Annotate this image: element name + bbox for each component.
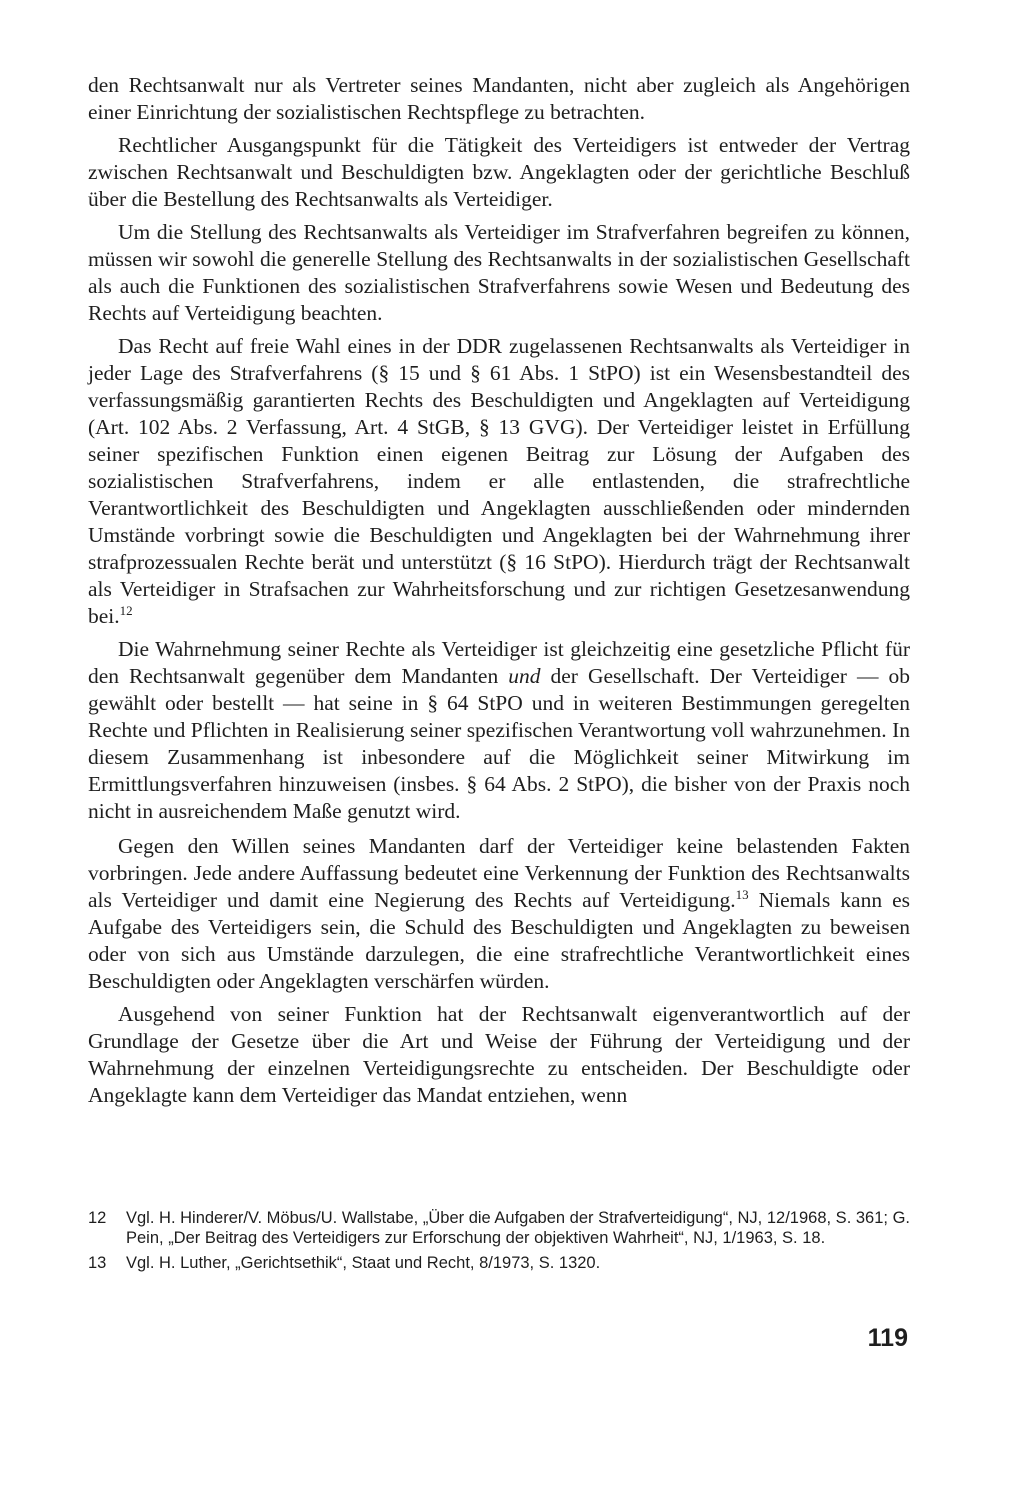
paragraph-4 — [88, 333, 910, 630]
footnote-12 — [88, 1208, 910, 1248]
page-body — [88, 72, 910, 1115]
paragraph-6-text-a: Gegen den Willen seines Mandanten darf der Verteidiger keine belastenden Fakten vorbringen. Jede andere Auffassung bedeutet eine Verkennung der Funktion des Rechtsanwalts als Verteidiger und damit eine Negierung des Rechts auf Verteidigung. — [88, 834, 910, 912]
paragraph-3: Um die Stellung des Rechtsanwalts als Verteidiger im Strafverfahren begreifen zu können, müssen wir sowohl die generelle Stellung des Rechtsanwalts in der sozialistischen Gesellschaft als auch die Funktionen des sozialistischen Strafverfahrens sowie Wesen und Bedeutung des Rechts auf Verteidigung beachten. — [88, 220, 910, 325]
footnote-number: 12 — [88, 1209, 107, 1227]
paragraph-5-text-a: Die Wahrnehmung seiner Rechte als Verteidiger ist gleichzeitig eine gesetzliche Pflicht für den Rechtsanwalt gegenüber dem Mandanten — [88, 637, 910, 688]
footnote-number: 13 — [88, 1254, 107, 1272]
paragraph-2: Rechtlicher Ausgangspunkt für die Tätigkeit des Verteidigers ist entweder der Vertrag zwischen Rechtsanwalt und Beschuldigten bzw. Angeklagten oder der gerichtliche Beschluß über die Bestellung des Rechtsanwalts als Verteidiger. — [88, 133, 910, 211]
footnote-text: Vgl. H. Luther, „Gerichtsethik“, Staat und Recht, 8/1973, S. 1320. — [126, 1254, 601, 1272]
paragraph-5-text-b: der Gesellschaft. Der Verteidiger — ob gewählt oder bestellt — hat seine in § 64 StPO und in weiteren Bestimmungen geregelten Rechte und Pflichten in Realisierung seiner spezifischen Verantwortung voll wahrzunehmen. In diesem Zusammenhang ist inbesondere auf die Möglichkeit seiner Mitwirkung im Ermittlungsverfahren hinzuweisen (insbes. § 64 Abs. 2 StPO), die bisher von der Praxis noch nicht in ausreichendem Maße genutzt wird. — [88, 664, 910, 823]
footnote-13 — [88, 1253, 910, 1273]
paragraph-5-emphasis: und — [508, 664, 541, 688]
footnote-ref-12[interactable]: 12 — [119, 603, 133, 618]
paragraph-4-text: Das Recht auf freie Wahl eines in der DDR zugelassenen Rechtsanwalts als Verteidiger in jeder Lage des Strafverfahrens (§ 15 und § 61 Abs. 1 StPO) ist ein Wesensbestandteil des verfassungsmäßig garantierten Rechts des Beschuldigten und Angeklagten auf Verteidigung (Art. 102 Abs. 2 Verfassung, Art. 4 StGB, § 13 GVG). Der Verteidiger leistet in Erfüllung seiner spezifischen Funktion einen eigenen Beitrag zur Lösung der Aufgaben des sozialistischen Strafverfahrens, indem er alle entlastenden, die strafrechtliche Verantwortlichkeit des Beschuldigten und Angeklagten ausschließenden oder mindernden Umstände vorbringt sowie die Beschuldigten und Angeklagten bei der Wahrnehmung ihrer strafprozessualen Rechte berät und unterstützt (§ 16 StPO). Hierdurch trägt der Rechtsanwalt als Verteidiger in Strafsachen zur Wahrheitsforschung und zur richtigen Gesetzesanwendung bei. — [88, 334, 910, 628]
footnote-text: Vgl. H. Hinderer/V. Möbus/U. Wallstabe, „Über die Aufgaben der Strafverteidigung“, NJ, 12/1968, S. 361; G. Pein, „Der Beitrag des Verteidigers zur Erforschung der objektiven Wahrheit“, NJ, 1/1963, S. 18. — [126, 1209, 910, 1247]
footnotes — [88, 1208, 910, 1278]
paragraph-1: den Rechtsanwalt nur als Vertreter seines Mandanten, nicht aber zugleich als Angehörigen einer Einrichtung der sozialistischen Rechtspflege zu betrachten. — [88, 73, 910, 124]
page-number: 119 — [867, 1324, 908, 1352]
paragraph-5 — [88, 636, 910, 825]
paragraph-6-text-b: Niemals kann es Aufgabe des Verteidigers sein, die Schuld des Beschuldigten und Angeklagten zu beweisen oder von sich aus Umstände darzulegen, die eine strafrechtliche Verantwortlichkeit eines Beschuldigten oder Angeklagten verschärfen würden. — [88, 888, 910, 993]
paragraph-7: Ausgehend von seiner Funktion hat der Rechtsanwalt eigenverantwortlich auf der Grundlage der Gesetze über die Art und Weise der Führung der Verteidigung und der Wahrnehmung der einzelnen Verteidigungsrechte zu entscheiden. Der Beschuldigte oder Angeklagte kann dem Verteidiger das Mandat entziehen, wenn — [88, 1002, 910, 1107]
footnote-ref-13[interactable]: 13 — [735, 887, 749, 902]
paragraph-6 — [88, 833, 910, 995]
